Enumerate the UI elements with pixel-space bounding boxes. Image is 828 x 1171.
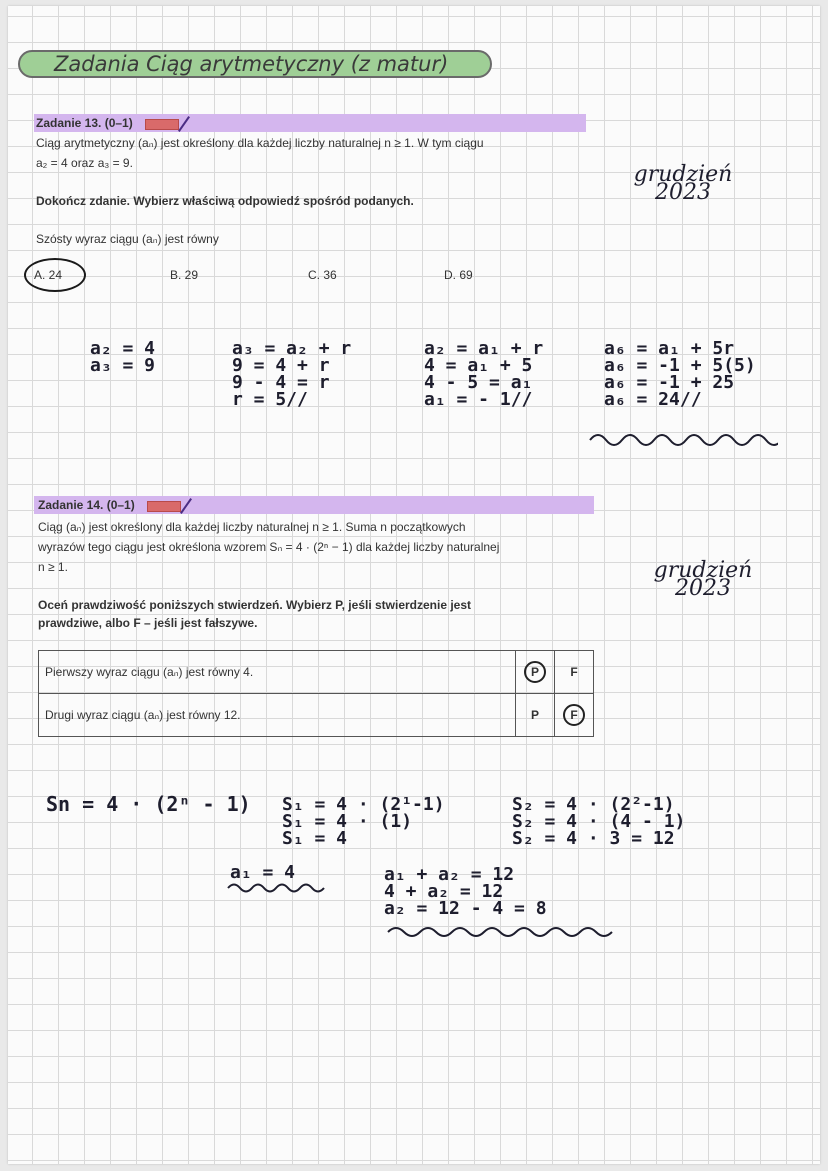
statement-2: Drugi wyraz ciągu (aₙ) jest równy 12. [39, 694, 516, 737]
task-14-instruction-2: prawdziwe, albo F – jeśli jest fałszywe. [38, 616, 258, 630]
hw-find-r: a₃ = a₂ + r 9 = 4 + r 9 - 4 = r r = 5// [232, 338, 352, 410]
underline-squiggle [226, 880, 326, 894]
f-choice-2[interactable] [555, 694, 594, 737]
hw-s1: S₁ = 4 · (2¹-1) S₁ = 4 · (1) S₁ = 4 [282, 794, 445, 849]
answer-circle [24, 258, 86, 292]
hw-find-a6: a₆ = a₁ + 5r a₆ = -1 + 5(5) a₆ = -1 + 25 a₆ = 24// [604, 338, 756, 410]
option-d[interactable]: D. 69 [444, 268, 473, 282]
p-choice-2[interactable]: P [516, 694, 555, 737]
task-13-header: Zadanie 13. (0–1) [36, 115, 185, 133]
hw-sum-formula: Sn = 4 · (2ⁿ - 1) [46, 792, 251, 816]
task-13-text-2: a₂ = 4 oraz a₃ = 9. [36, 156, 133, 170]
date-note-14: grudzień 2023 [653, 558, 753, 601]
hw-a1-result: a₁ = 4 [230, 862, 296, 883]
underline-squiggle [386, 924, 626, 940]
f-choice-1[interactable]: F [555, 651, 594, 694]
table-row [39, 651, 594, 694]
p-choice-1[interactable] [516, 651, 555, 694]
hw-s2: S₂ = 4 · (2²-1) S₂ = 4 · (4 - 1) S₂ = 4 · 3 = 12 [512, 794, 686, 849]
table-row [39, 694, 594, 737]
task-14-text-1: Ciąg (aₙ) jest określony dla każdej liczby naturalnej n ≥ 1. Suma n początkowych [38, 520, 466, 534]
selected-circle: F [563, 704, 585, 726]
task-14-header: Zadanie 14. (0–1) [38, 497, 187, 515]
hw-given: a₂ = 4 a₃ = 9 [90, 338, 156, 376]
task-13-instruction: Dokończ zdanie. Wybierz właściwą odpowiedź spośród podanych. [36, 194, 414, 208]
option-a[interactable]: A. 24 [34, 268, 63, 282]
selected-circle: P [524, 661, 546, 683]
task-14-text-3: n ≥ 1. [38, 560, 68, 574]
statement-1: Pierwszy wyraz ciągu (aₙ) jest równy 4. [39, 651, 516, 694]
underline-squiggle [588, 428, 778, 448]
hw-find-a1: a₂ = a₁ + r 4 = a₁ + 5 4 - 5 = a₁ a₁ = - 1// [424, 338, 544, 410]
date-note-13: grudzień 2023 [633, 162, 733, 205]
task-14-instruction-1: Oceń prawdziwość poniższych stwierdzeń. Wybierz P, jeśli stwierdzenie jest [38, 598, 472, 612]
hw-a2-result: a₁ + a₂ = 12 4 + a₂ = 12 a₂ = 12 - 4 = 8 [384, 864, 547, 919]
option-c[interactable]: C. 36 [308, 268, 337, 282]
difficulty-icon [145, 119, 179, 130]
true-false-table [38, 650, 594, 737]
task-13-text-1: Ciąg arytmetyczny (aₙ) jest określony dla każdej liczby naturalnej n ≥ 1. W tym ciągu [36, 136, 484, 150]
task-13-question: Szósty wyraz ciągu (aₙ) jest równy [36, 232, 219, 246]
page-title: Zadania Ciąg arytmetyczny (z matur) [18, 50, 492, 78]
task-14-text-2: wyrazów tego ciągu jest określona wzorem Sₙ = 4 · (2ⁿ − 1) dla każdej liczby naturalnej [38, 540, 500, 554]
difficulty-icon [147, 501, 181, 512]
option-b[interactable]: B. 29 [170, 268, 199, 282]
